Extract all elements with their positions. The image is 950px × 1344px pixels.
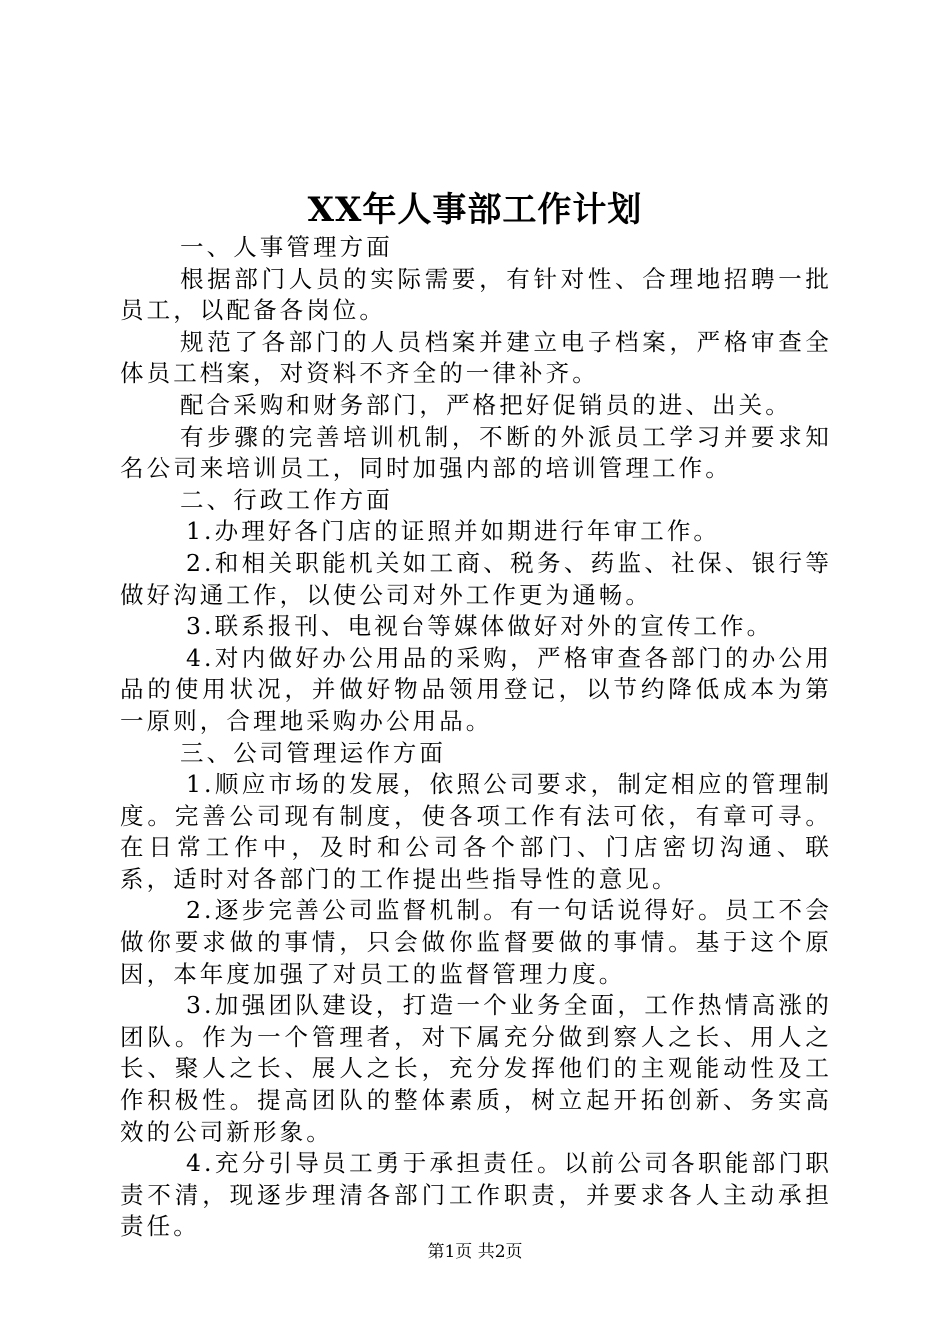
list-item: 4.充分引导员工勇于承担责任。以前公司各职能部门职责不清，现逐步理清各部门工作职责，并要求各人主动承担责任。 xyxy=(120,1149,832,1241)
document-title: XX年人事部工作计划 xyxy=(307,190,643,230)
paragraph: 规范了各部门的人员档案并建立电子档案，严格审查全体员工档案，对资料不齐全的一律补齐。 xyxy=(120,327,832,388)
paragraph: 配合采购和财务部门，严格把好促销员的进、出关。 xyxy=(180,390,792,419)
section-heading: 二、行政工作方面 xyxy=(180,485,393,514)
list-item: 1.办理好各门店的证照并如期进行年审工作。 xyxy=(186,517,721,546)
section-heading: 一、人事管理方面 xyxy=(180,233,393,261)
list-item: 3.联系报刊、电视台等媒体做好对外的宣传工作。 xyxy=(186,612,774,641)
list-item: 4.对内做好办公用品的采购，严格审查各部门的办公用品的使用状况，并做好物品领用登记，以节约降低成本为第一原则，合理地采购办公用品。 xyxy=(120,643,832,735)
list-item: 1.顺应市场的发展，依照公司要求，制定相应的管理制度。完善公司现有制度，使各项工作有法可依，有章可寻。在日常工作中，及时和公司各个部门、门店密切沟通、联系，适时对各部门的工作提出些指导性的意见。 xyxy=(120,770,832,893)
section-heading: 三、公司管理运作方面 xyxy=(180,738,446,767)
paragraph: 有步骤的完善培训机制，不断的外派员工学习并要求知名公司来培训员工，同时加强内部的培训管理工作。 xyxy=(120,422,832,483)
list-item: 2.和相关职能机关如工商、税务、药监、社保、银行等做好沟通工作，以使公司对外工作更为通畅。 xyxy=(120,548,832,609)
document-body xyxy=(120,232,832,1243)
page-footer: 第1页 共2页 xyxy=(427,1242,523,1262)
paragraph: 根据部门人员的实际需要，有针对性、合理地招聘一批员工，以配备各岗位。 xyxy=(120,264,832,325)
list-item: 3.加强团队建设，打造一个业务全面，工作热情高涨的团队。作为一个管理者，对下属充分做到察人之长、用人之长、聚人之长、展人之长，充分发挥他们的主观能动性及工作积极性。提高团队的整体素质，树立起开拓创新、务实高效的公司新形象。 xyxy=(120,991,832,1146)
list-item: 2.逐步完善公司监督机制。有一句话说得好。员工不会做你要求做的事情，只会做你监督要做的事情。基于这个原因，本年度加强了对员工的监督管理力度。 xyxy=(120,896,832,988)
